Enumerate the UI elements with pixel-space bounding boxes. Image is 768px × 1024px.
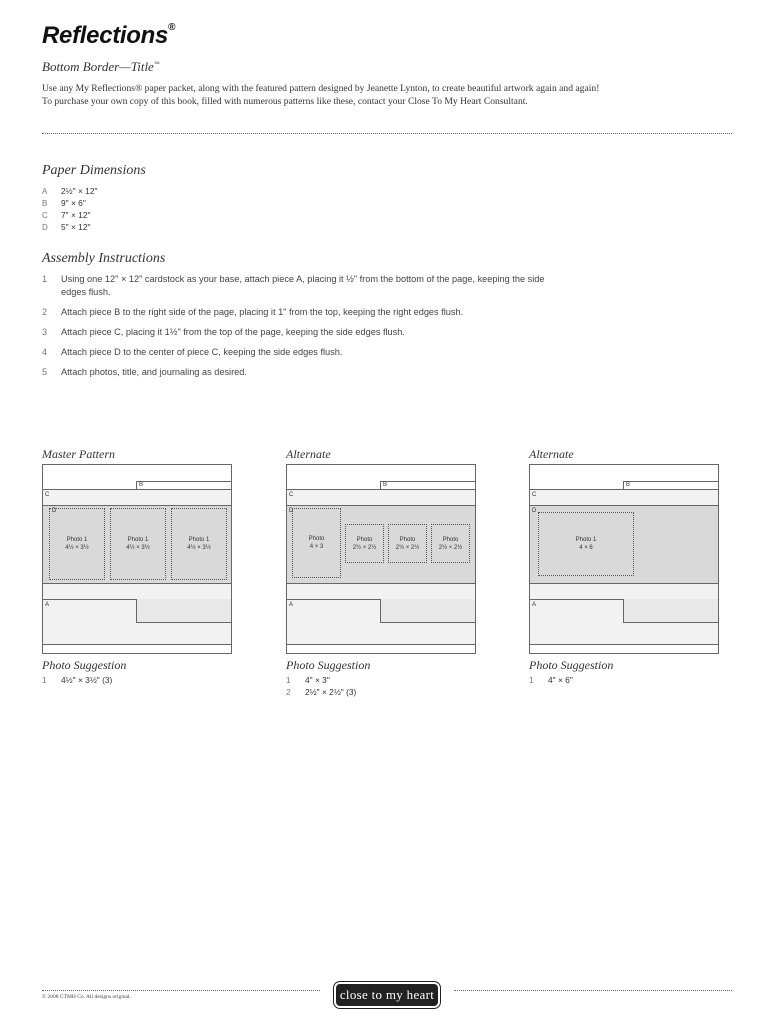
piece-c-lower: [287, 583, 475, 600]
footer-divider-right: [454, 990, 732, 991]
assembly-heading: Assembly Instructions: [42, 251, 166, 266]
assembly-step: 2 Attach piece B to the right side of the page, placing it 1" from the top, keeping the right edges flush.: [42, 307, 464, 317]
assembly-steps: [42, 273, 742, 386]
photo-slot: Photo 1 4 × 6: [538, 512, 634, 576]
brand-logo: close to my heart: [334, 982, 440, 1008]
piece-a: A: [43, 599, 231, 645]
page-subtitle: Bottom Border—Title™: [42, 59, 160, 74]
photo-slot: Photo 2½ × 2½: [345, 524, 384, 563]
alternate-pattern-title: Alternate: [286, 447, 331, 461]
master-pattern-title: Master Pattern: [42, 447, 115, 461]
photo-suggestion-list: [529, 674, 573, 686]
page-title: Reflections®: [42, 22, 176, 49]
piece-a: A: [287, 599, 475, 645]
dimension-item: A 2½" × 12": [42, 186, 98, 196]
piece-c: C: [530, 489, 718, 506]
photo-suggestion-list: [42, 674, 112, 686]
piece-d: D: [530, 505, 718, 584]
photo-slot: Photo 2½ × 2½: [388, 524, 427, 563]
dimension-item: B 9" × 6": [42, 198, 86, 208]
assembly-step: 4 Attach piece D to the center of piece C, keeping the side edges flush.: [42, 347, 343, 357]
piece-d: D: [287, 505, 475, 584]
intro-text: [42, 82, 742, 108]
alternate-pattern-diagram: [529, 464, 719, 654]
photo-suggestion-item: 1 4" × 3": [286, 675, 330, 685]
piece-b: B: [380, 481, 475, 490]
piece-a: A: [530, 599, 718, 645]
intro-line-1: Use any My Reflections® paper packet, along with the featured pattern designed by Jeanette Lynton, to create beautiful artwork again and again!: [42, 83, 600, 94]
photo-slot: Photo 1 4½ × 3½: [171, 508, 227, 580]
dimension-item: C 7" × 12": [42, 210, 91, 220]
header-divider: [42, 133, 732, 134]
assembly-step: 1 Using one 12" × 12" cardstock as your base, attach piece A, placing it ½" from the bottom of the page, keeping the side edges flush.: [42, 274, 545, 297]
footer-divider-left: [42, 990, 320, 991]
master-pattern-diagram: [42, 464, 232, 654]
trademark-mark: ™: [153, 61, 160, 68]
photo-suggestion-heading: Photo Suggestion: [529, 658, 614, 672]
dimension-item: D 5" × 12": [42, 222, 91, 232]
registered-mark: ®: [168, 22, 176, 33]
photo-suggestion-heading: Photo Suggestion: [286, 658, 371, 672]
piece-b-lower: [623, 599, 718, 623]
piece-b-lower: [136, 599, 231, 623]
piece-c-lower: [43, 583, 231, 600]
photo-suggestion-item: 1 4" × 6": [529, 675, 573, 685]
assembly-step: 5 Attach photos, title, and journaling as desired.: [42, 367, 247, 377]
piece-d: D: [43, 505, 231, 584]
piece-c: C: [287, 489, 475, 506]
paper-dimensions-heading: Paper Dimensions: [42, 163, 146, 178]
photo-slot: Photo 1 4½ × 3½: [110, 508, 166, 580]
copyright-text: © 2008 CTMH Co. All designs original.: [42, 994, 131, 1000]
intro-line-2: To purchase your own copy of this book, filled with numerous patterns like these, contact your Close To My Heart Consultant.: [42, 96, 528, 107]
piece-b-lower: [380, 599, 475, 623]
photo-suggestion-list: [286, 674, 356, 698]
piece-c-lower: [530, 583, 718, 600]
paper-dimensions-list: [42, 185, 97, 233]
alternate-pattern-diagram: [286, 464, 476, 654]
photo-slot: Photo 4 × 3: [292, 508, 341, 578]
photo-suggestion-item: 2 2½" × 2½" (3): [286, 687, 357, 697]
alternate-pattern-title: Alternate: [529, 447, 574, 461]
photo-suggestion-heading: Photo Suggestion: [42, 658, 127, 672]
piece-b: B: [136, 481, 231, 490]
photo-suggestion-item: 1 4½" × 3½" (3): [42, 675, 113, 685]
assembly-step: 3 Attach piece C, placing it 1½" from the top of the page, keeping the side edges flush.: [42, 327, 405, 337]
photo-slot: Photo 2½ × 2½: [431, 524, 470, 563]
photo-slot: Photo 1 4½ × 3½: [49, 508, 105, 580]
piece-c: C: [43, 489, 231, 506]
piece-b: B: [623, 481, 718, 490]
